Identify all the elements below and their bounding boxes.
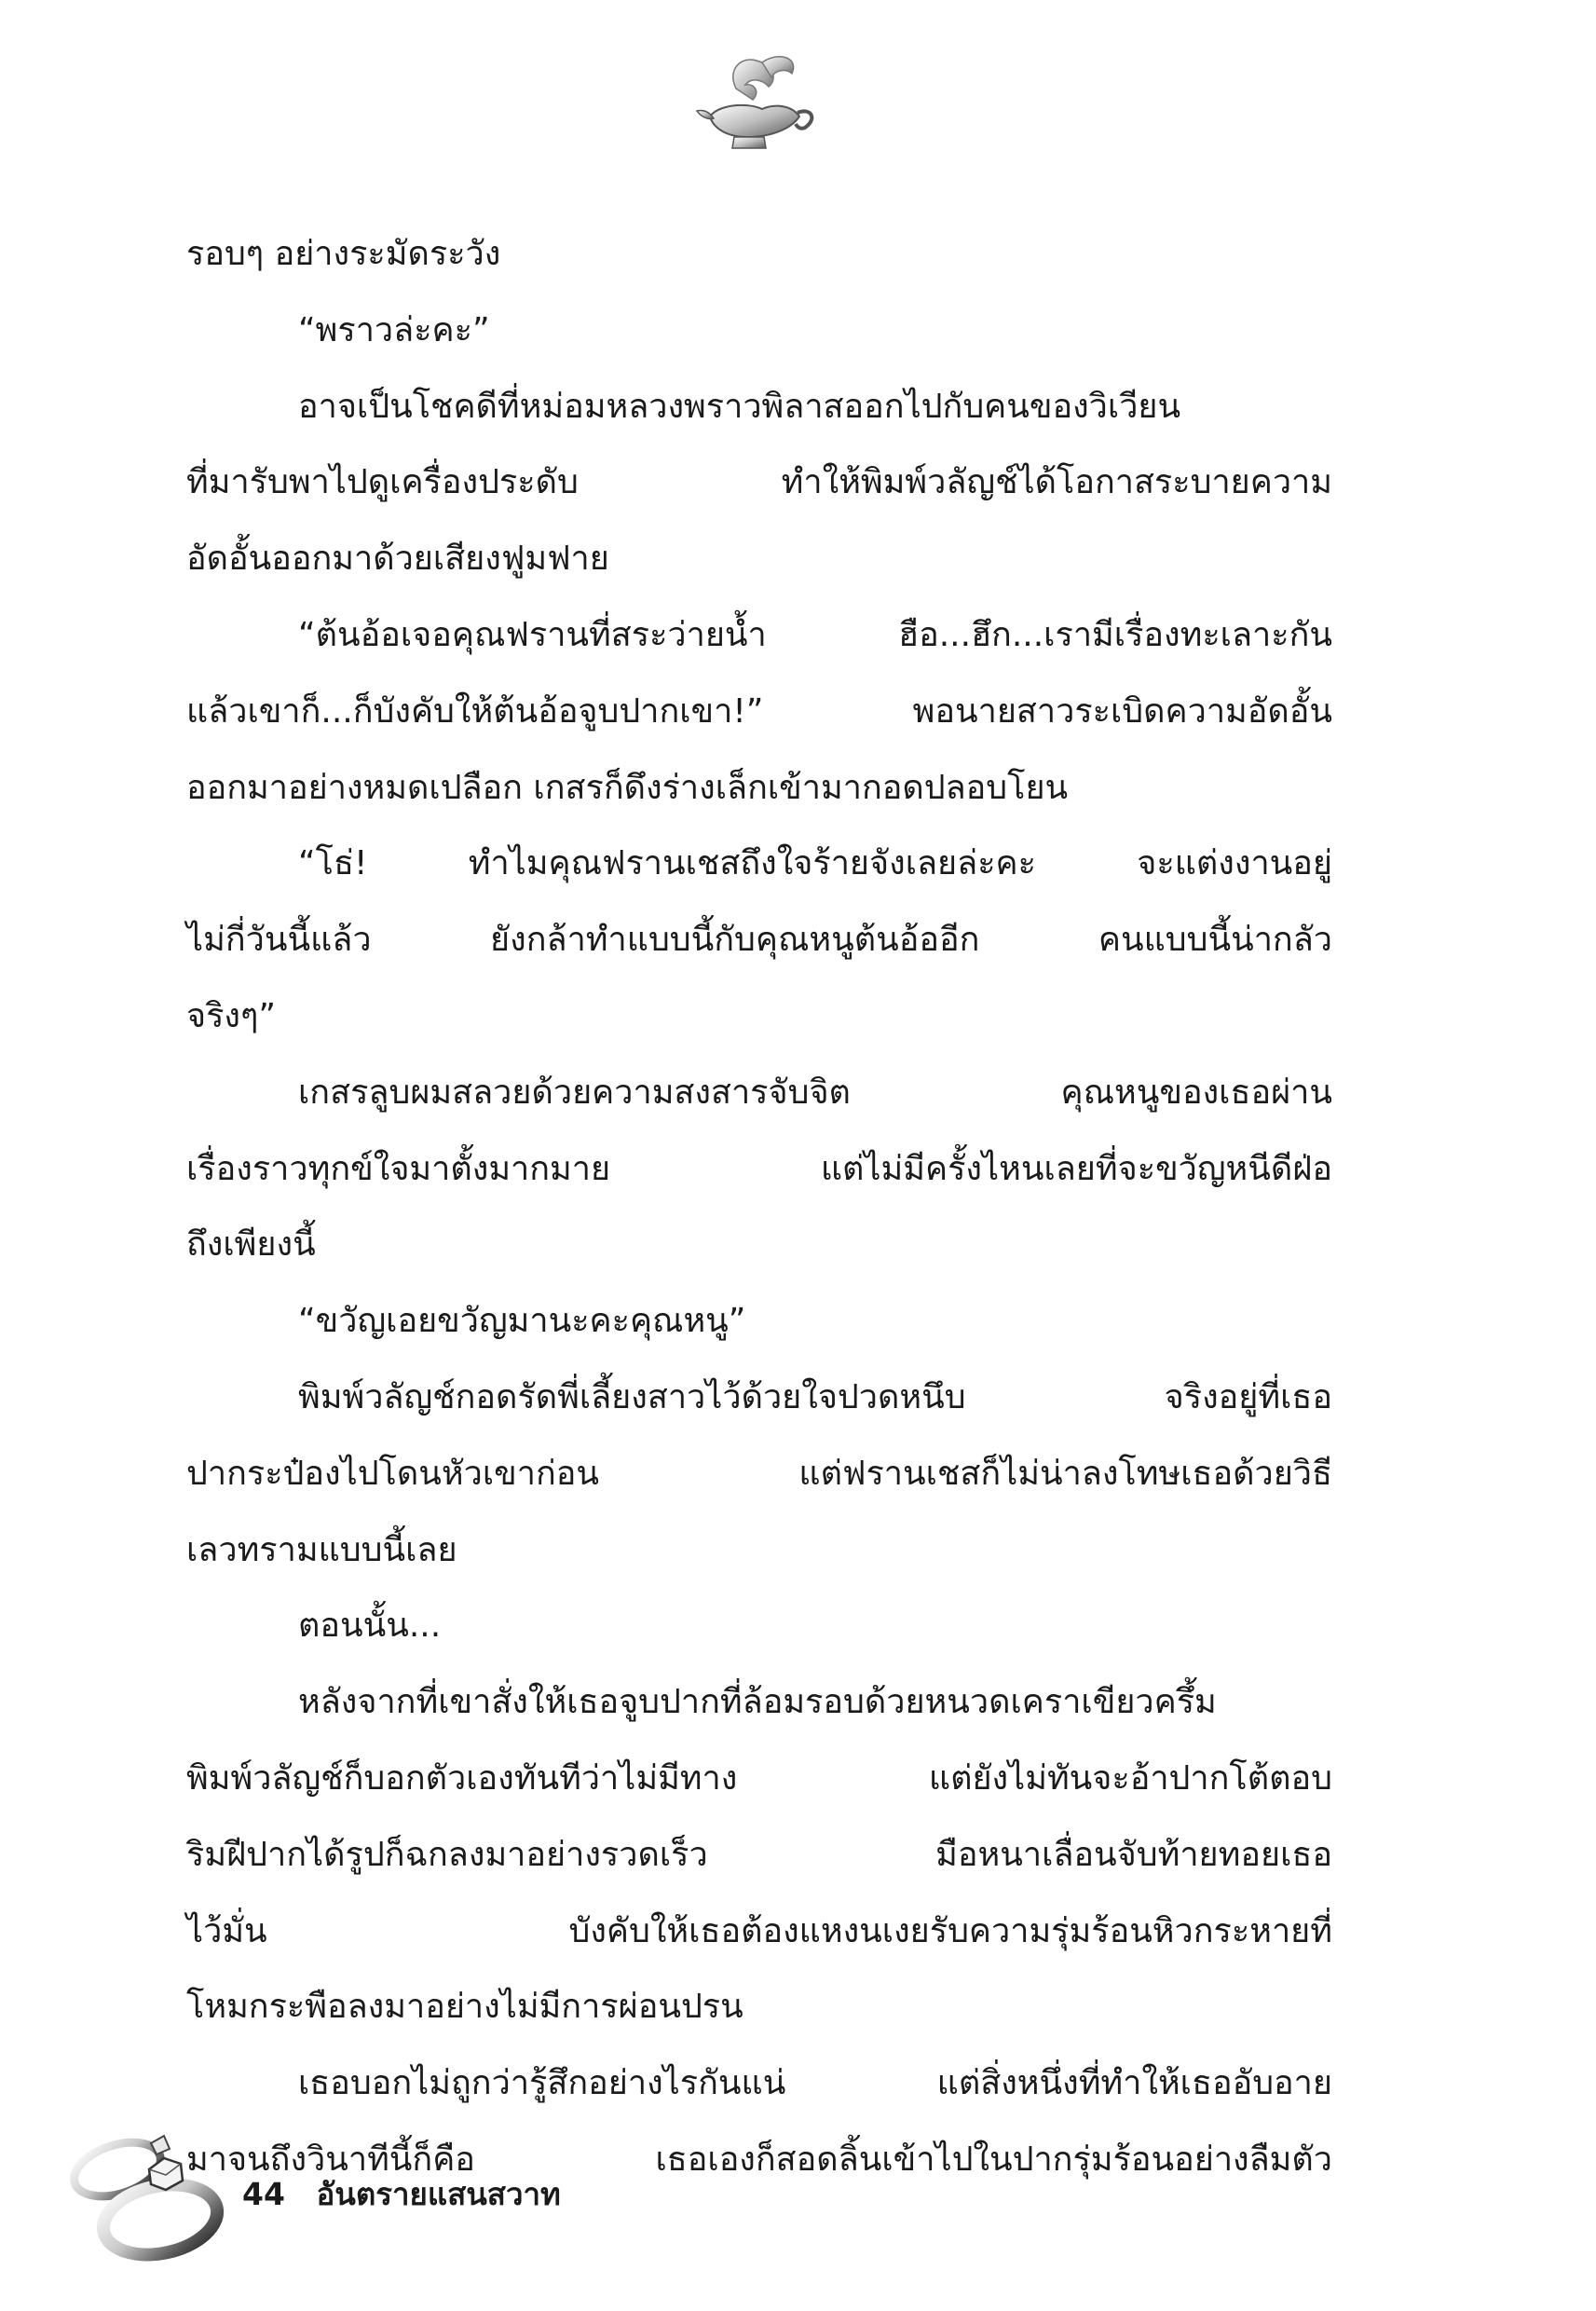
text-line: “โธ่! ทำไมคุณฟรานเชสถึงใจร้ายจังเลยล่ะคะ จะแต่งงานอยู่ [298, 844, 1332, 883]
text-line: ไว้มั่น บังคับให้เธอต้องแหงนเงยรับความรุ่มร้อนหิวกระหายที่ [186, 1911, 1332, 1950]
text-line: รอบๆ อย่างระมัดระวัง [186, 235, 501, 273]
text-line: พิมพ์วลัญช์ก็บอกตัวเองทันทีว่าไม่มีทาง แต่ยังไม่ทันจะอ้าปากโต้ตอบ [186, 1758, 1332, 1798]
text-line: อัดอั้นออกมาด้วยเสียงฟูมฟาย [186, 540, 609, 579]
text-line: โหมกระพือลงมาอย่างไม่มีการผ่อนปรน [186, 1988, 743, 2027]
text-line: “ต้นอ้อเจอคุณฟรานที่สระว่ายน้ำ ฮือ...ฮึก...เรามีเรื่องทะเลาะกัน [298, 615, 1332, 654]
text-line: เกสรลูบผมสลวยด้วยความสงสารจับจิต คุณหนูของเธอผ่าน [298, 1073, 1332, 1112]
book-title: อันตรายแสนสวาท [316, 2176, 561, 2212]
genie-lamp-icon [689, 51, 820, 154]
text-line: มาจนถึงวินาทีนี้ก็คือ เธอเองก็สอดลิ้นเข้าไปในปากรุ่มร้อนอย่างลืมตัว [186, 2140, 1332, 2179]
text-line: หลังจากที่เขาสั่งให้เธอจูบปากที่ล้อมรอบด้วยหนวดเคราเขียวครึ้ม [298, 1683, 1217, 1722]
text-line: เธอบอกไม่ถูกว่ารู้สึกอย่างไรกันแน่ แต่สิ่งหนึ่งที่ทำให้เธออับอาย [298, 2064, 1332, 2103]
text-line: ตอนนั้น... [298, 1607, 442, 1646]
text-line: “พราวล่ะคะ” [298, 310, 490, 349]
text-line: ออกมาอย่างหมดเปลือก เกสรก็ดึงร่างเล็กเข้ามากอดปลอบโยน [186, 768, 1069, 807]
diamond-rings-icon [60, 2115, 246, 2274]
text-line: อาจเป็นโชคดีที่หม่อมหลวงพราวพิลาสออกไปกับคนของวิเวียน [298, 387, 1181, 426]
text-line: ถึงเพียงนี้ [186, 1225, 316, 1265]
text-line: “ขวัญเอยขวัญมานะคะคุณหนู” [298, 1302, 746, 1341]
text-line: จริงๆ” [186, 996, 276, 1035]
body-text [186, 216, 1332, 2198]
text-line: ริมฝีปากได้รูปก็ฉกลงมาอย่างรวดเร็ว มือหนาเลื่อนจับท้ายทอยเธอ [186, 1835, 1332, 1874]
text-line: เลวทรามแบบนี้เลย [186, 1530, 457, 1569]
text-line: เรื่องราวทุกข์ใจมาตั้งมากมาย แต่ไม่มีครั้งไหนเลยที่จะขวัญหนีดีฝ่อ [186, 1149, 1332, 1188]
text-line: พิมพ์วลัญช์กอดรัดพี่เลี้ยงสาวไว้ด้วยใจปวดหนึบ จริงอยู่ที่เธอ [298, 1377, 1332, 1416]
text-line: ที่มารับพาไปดูเครื่องประดับ ทำให้พิมพ์วลัญช์ได้โอกาสระบายความ [186, 463, 1332, 502]
text-line: ไม่กี่วันนี้แล้ว ยังกล้าทำแบบนี้กับคุณหนูต้นอ้ออีก คนแบบนี้น่ากลัว [186, 921, 1332, 960]
text-line: ปากระป๋องไปโดนหัวเขาก่อน แต่ฟรานเชสก็ไม่น่าลงโทษเธอด้วยวิธี [186, 1454, 1332, 1493]
page-footer [242, 2169, 561, 2219]
page-number: 44 [242, 2176, 285, 2212]
text-line: แล้วเขาก็...ก็บังคับให้ต้นอ้อจูบปากเขา!” พอนายสาวระเบิดความอัดอั้น [186, 691, 1332, 731]
